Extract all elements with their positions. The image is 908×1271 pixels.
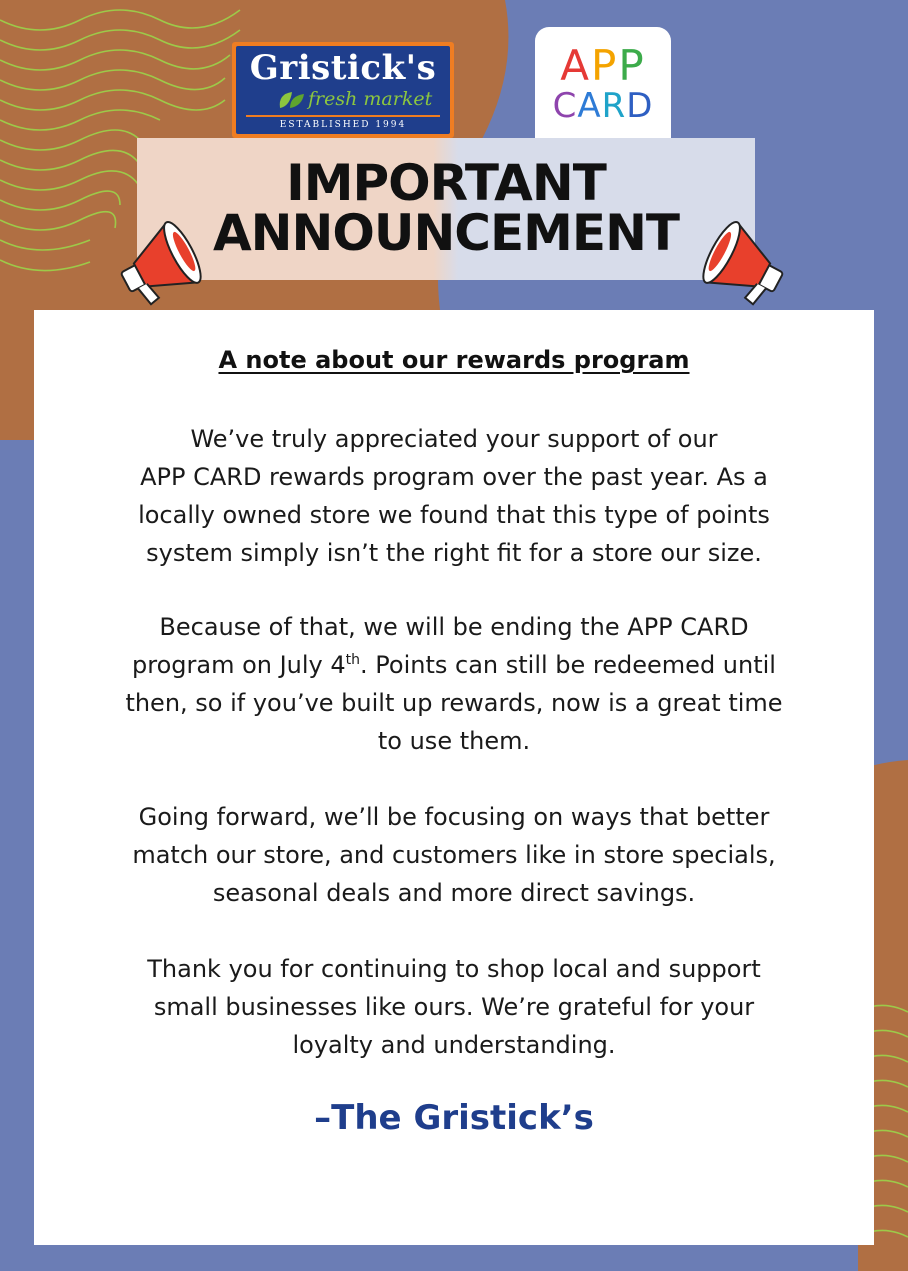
announcement-heading-line1: IMPORTANT xyxy=(286,154,606,212)
appcard-letter: A xyxy=(560,41,592,90)
appcard-logo-line1 xyxy=(535,43,671,89)
notice-paragraph-2 xyxy=(54,608,854,760)
notice-line: APP CARD rewards program over the past year. As a xyxy=(140,463,768,491)
appcard-letter: R xyxy=(601,86,627,126)
notice-paragraph-1 xyxy=(54,420,854,572)
gristicks-logo xyxy=(232,42,454,138)
megaphone-icon xyxy=(694,214,798,310)
appcard-letter: P xyxy=(618,41,646,90)
appcard-logo-line2 xyxy=(535,87,671,125)
notice-line xyxy=(54,646,854,684)
notice-line: to use them. xyxy=(377,727,531,755)
appcard-logo xyxy=(535,27,671,139)
announcement-heading xyxy=(137,154,755,262)
appcard-letter: A xyxy=(577,86,602,126)
notice-title: A note about our rewards program xyxy=(218,346,690,374)
notice-line: We’ve truly appreciated your support of our xyxy=(190,425,718,453)
notice-line: then, so if you’ve built up rewards, now is a great time xyxy=(125,689,783,717)
announcement-heading-line2: ANNOUNCEMENT xyxy=(212,204,680,262)
notice-line: Going forward, we’ll be focusing on ways that better xyxy=(138,803,770,831)
announcement-banner xyxy=(137,138,755,280)
notice-line: loyalty and understanding. xyxy=(292,1031,616,1059)
signature: –The Gristick’s xyxy=(314,1098,594,1138)
gristicks-logo-tagline: fresh market xyxy=(308,88,433,110)
notice-line-part: program on July 4 xyxy=(132,651,346,679)
notice-line: Because of that, we will be ending the APP CARD xyxy=(159,613,749,641)
notice-paragraph-3 xyxy=(54,798,854,912)
notice-line: seasonal deals and more direct savings. xyxy=(212,879,696,907)
notice-line: small businesses like ours. We’re grateful for your xyxy=(153,993,755,1021)
notice-line: system simply isn’t the right fit for a store our size. xyxy=(146,539,762,567)
gristicks-logo-established: ESTABLISHED 1994 xyxy=(279,120,407,130)
notice-line-part: . Points can still be redeemed until xyxy=(360,651,776,679)
megaphone-icon xyxy=(106,214,210,310)
leaf-icon xyxy=(276,88,308,112)
gristicks-logo-name: Gristick's xyxy=(249,48,437,88)
notice-card xyxy=(34,310,874,1245)
appcard-letter: P xyxy=(591,41,619,90)
notice-line: match our store, and customers like in store specials, xyxy=(132,841,776,869)
notice-line: Thank you for continuing to shop local and support xyxy=(147,955,761,983)
appcard-letter: D xyxy=(626,86,654,126)
date-suffix: th xyxy=(345,652,361,668)
appcard-letter: C xyxy=(552,86,578,126)
notice-line: locally owned store we found that this type of points xyxy=(138,501,770,529)
logo-divider xyxy=(246,115,440,117)
notice-paragraph-4 xyxy=(54,950,854,1064)
